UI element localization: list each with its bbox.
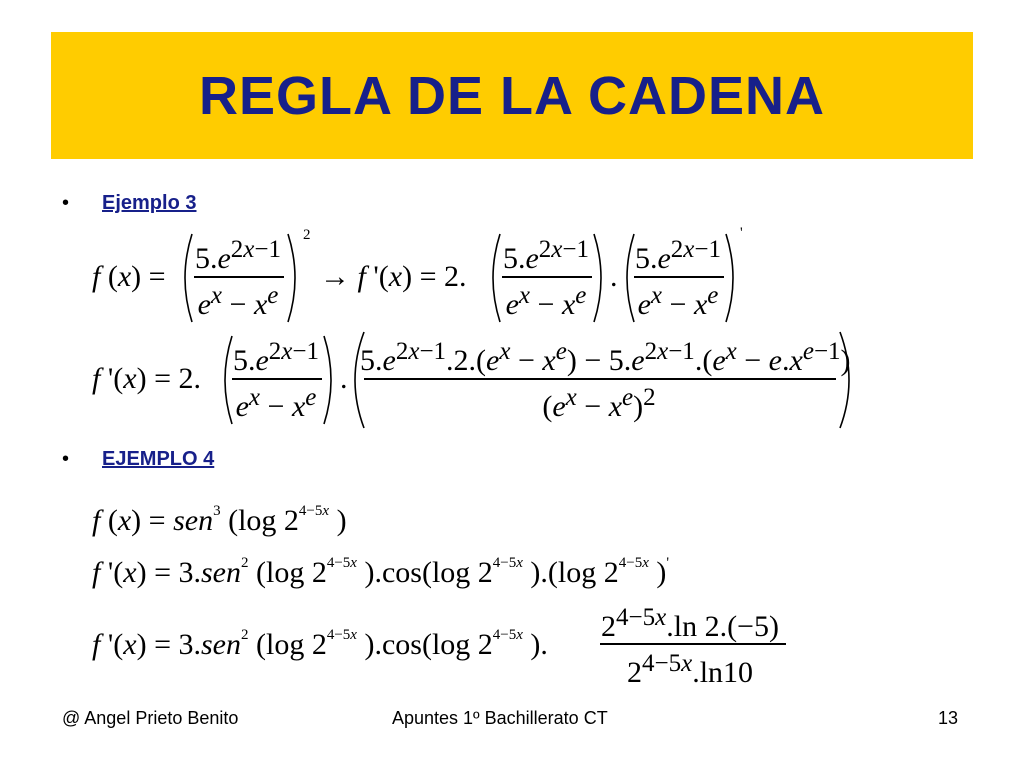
slide-title: REGLA DE LA CADENA bbox=[198, 66, 825, 126]
footer-course: Apuntes 1º Bachillerato CT bbox=[392, 708, 608, 728]
bullet-ejemplo-3: • bbox=[62, 192, 70, 214]
right-paren bbox=[284, 232, 304, 324]
bullet-ejemplo-4: • bbox=[62, 448, 70, 470]
title-banner bbox=[51, 32, 973, 159]
label-ejemplo-4: EJEMPLO 4 bbox=[102, 448, 215, 470]
footer-author: @ Angel Prieto Benito bbox=[62, 708, 239, 728]
label-ejemplo-3: Ejemplo 3 bbox=[102, 192, 197, 214]
footer-page-number: 13 bbox=[938, 708, 959, 728]
